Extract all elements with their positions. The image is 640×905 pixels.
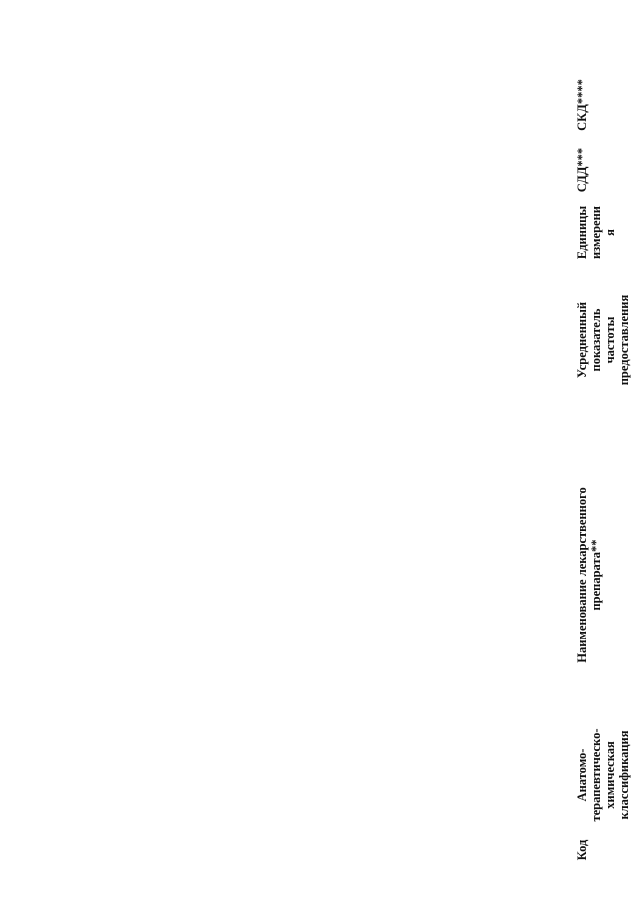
header-drug: Наименование лекарственного препарата** bbox=[575, 487, 603, 663]
header-skd: СКД**** bbox=[575, 79, 589, 131]
rotated-content bbox=[540, 60, 640, 880]
header-unit: Единицы измерения bbox=[575, 205, 617, 260]
header-atc: Анатомо-терапевтическо-химическая классификация bbox=[575, 728, 631, 822]
header-freq: Усредненный показатель частоты предоставления bbox=[575, 294, 631, 386]
header-sdd: СДД*** bbox=[575, 147, 589, 193]
header-code: Код bbox=[575, 839, 589, 861]
